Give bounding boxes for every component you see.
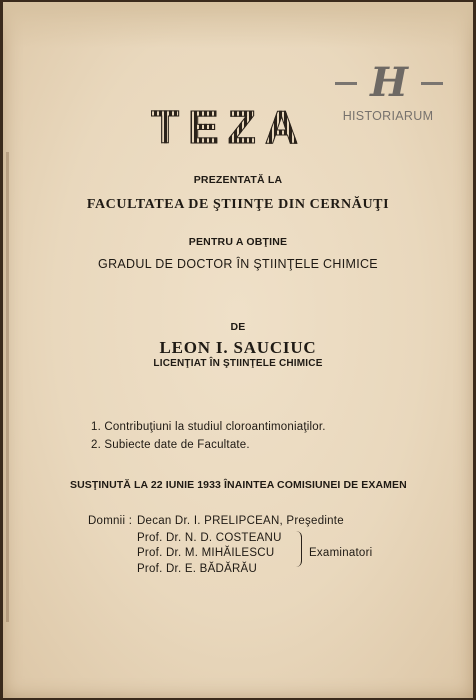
watermark-glyph: H: [370, 59, 408, 106]
committee-label: Domnii :: [88, 515, 133, 527]
degree-name: GRADUL DE DOCTOR ÎN ŞTIINŢELE CHIMICE: [98, 257, 378, 271]
committee-examiner: Prof. Dr. M. MIHĂILESCU: [137, 547, 275, 559]
committee-president: Decan Dr. I. PRELIPCEAN, Preşedinte: [137, 515, 344, 527]
page-edge-wear: [6, 152, 9, 622]
examiners-label: Examinatori: [309, 547, 373, 559]
watermark-right-dash: [421, 82, 443, 85]
watermark-logo: [329, 60, 447, 130]
to-obtain-label: PENTRU A OBŢINE: [188, 236, 288, 248]
presented-at-label: PREZENTATĂ LA: [193, 174, 283, 186]
committee-examiner: Prof. Dr. N. D. COSTEANU: [137, 532, 282, 544]
document-title: TEZA: [139, 102, 319, 152]
watermark-left-dash: [335, 82, 357, 85]
list-item: 2. Subiecte date de Facultate.: [91, 439, 250, 451]
watermark-text: HISTORIARUM: [342, 109, 434, 123]
top-discoloration: [3, 2, 473, 48]
committee-examiner: Prof. Dr. E. BĂDĂRĂU: [137, 563, 258, 575]
defense-date-line: SUSŢINUTĂ LA 22 IUNIE 1933 ÎNAINTEA COMISIUNEI DE EXAMEN: [70, 479, 407, 491]
by-label: DE: [230, 321, 246, 333]
author-name: LEON I. SAUCIUC: [159, 338, 317, 357]
thesis-cover: [3, 2, 473, 698]
faculty-name: FACULTATEA DE ŞTIINŢE DIN CERNĂUŢI: [86, 197, 390, 212]
list-item: 1. Contribuţiuni la studiul cloroantimoniaţilor.: [91, 421, 326, 433]
examiners-brace: [295, 531, 302, 567]
author-qualification: LICENŢIAT ÎN ŞTIINŢELE CHIMICE: [153, 358, 323, 369]
